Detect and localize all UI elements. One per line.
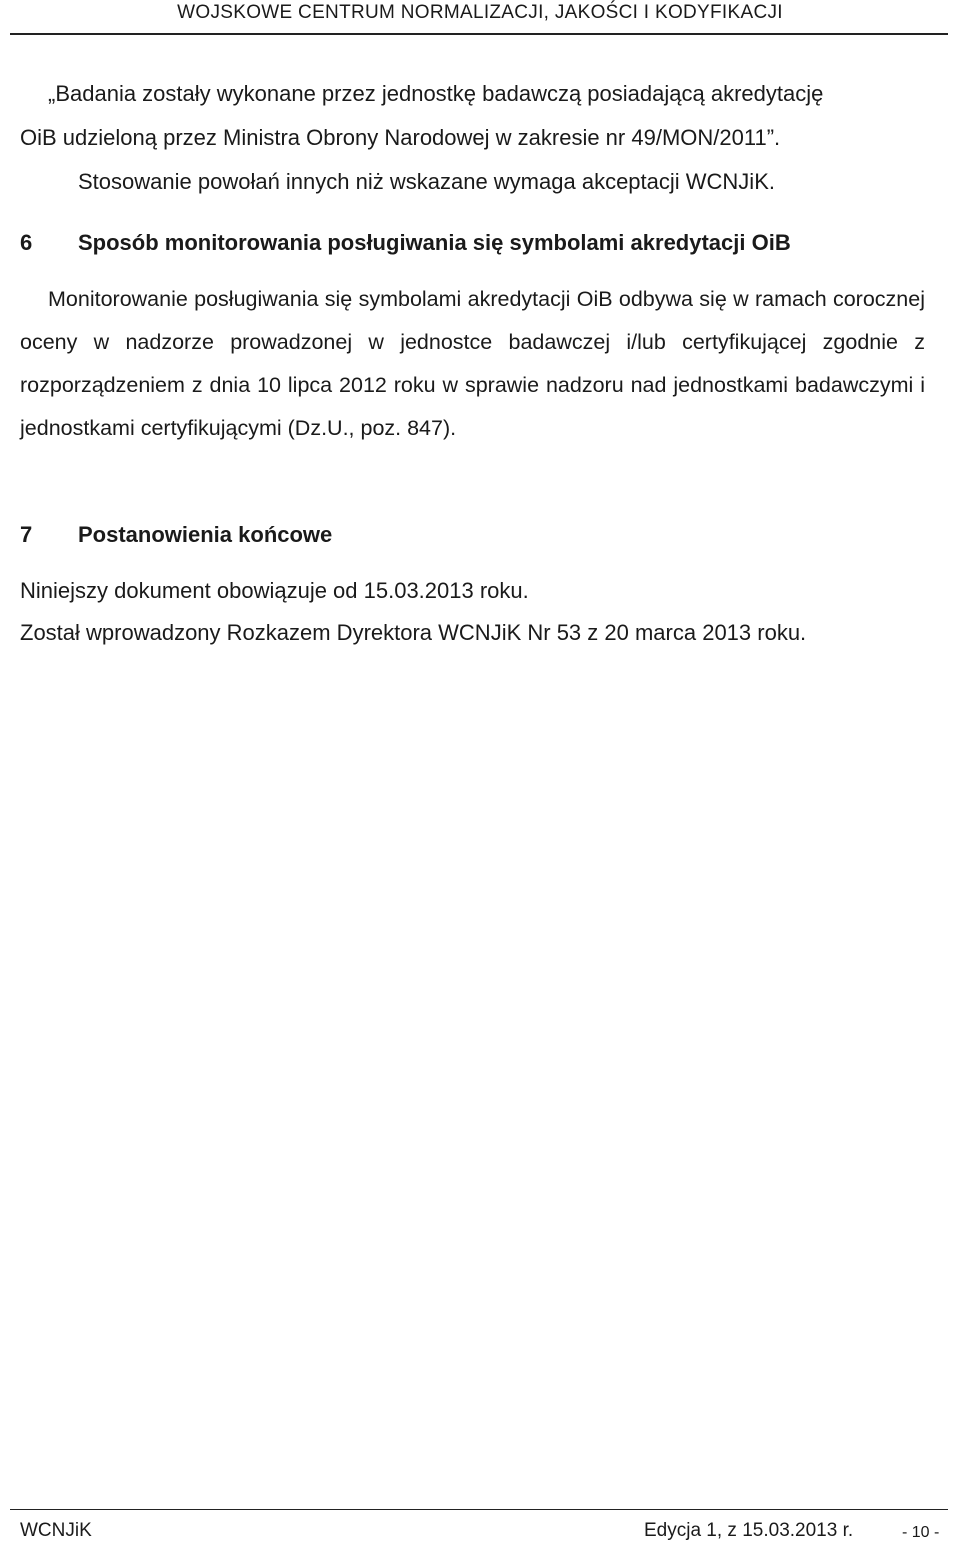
quote-line-2: OiB udzieloną przez Ministra Obrony Narodowej w zakresie nr 49/MON/2011”. [20, 125, 781, 150]
section-6-text: Monitorowanie posługiwania się symbolami akredytacji OiB odbywa się w ramach corocznej oceny w nadzorze prowadzonej w jednostce badawczej i/lub certyfikującej zgodnie z rozporządzeniem z dnia 10 lipca 2012 roku w sprawie nadzoru nad jednostkami badawczymi i jednostkami certyfikującymi (Dz.U., poz. 847). [20, 287, 925, 440]
validity-line: Niniejszy dokument obowiązuje od 15.03.2013 roku. [20, 578, 529, 603]
quote-line-1: „Badania zostały wykonane przez jednostkę badawczą posiadającą akredytację [48, 81, 824, 106]
footer-divider [10, 1509, 948, 1510]
section-7-number: 7 [20, 522, 33, 547]
order-line: Został wprowadzony Rozkazem Dyrektora WCNJiK Nr 53 z 20 marca 2013 roku. [20, 620, 807, 645]
footer-edition: Edycja 1, z 15.03.2013 r. [644, 1520, 854, 1541]
header-divider [10, 33, 948, 35]
section-7-heading [20, 522, 332, 548]
section-7-title: Postanowienia końcowe [78, 522, 333, 547]
page-number: - 10 - [902, 1524, 940, 1541]
accreditation-quote [20, 72, 940, 204]
quote-line-3: Stosowanie powołań innych niż wskazane wymaga akceptacji WCNJiK. [78, 169, 775, 194]
page-header-title: WOJSKOWE CENTRUM NORMALIZACJI, JAKOŚCI I KODYFIKACJI [177, 2, 783, 23]
footer-org: WCNJiK [20, 1520, 92, 1541]
section-6-heading [20, 230, 791, 256]
section-6-number: 6 [20, 230, 33, 255]
section-6-title: Sposób monitorowania posługiwania się symbolami akredytacji OiB [78, 230, 791, 255]
section-6-paragraph [20, 278, 925, 450]
